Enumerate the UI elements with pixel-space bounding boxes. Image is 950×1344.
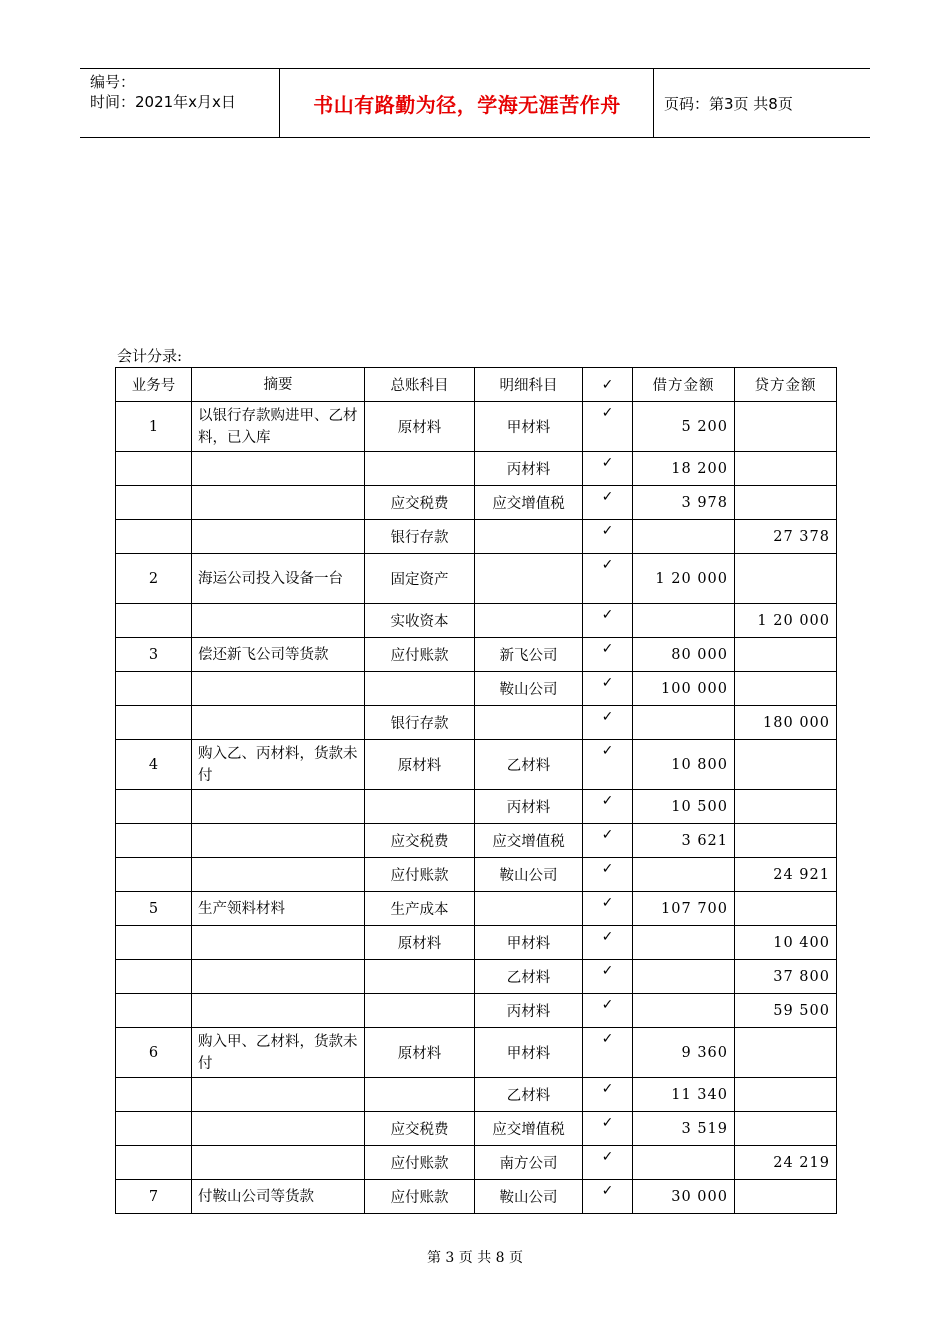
cell-summary (192, 520, 365, 554)
cell-summary: 以银行存款购进甲、乙材料，已入库 (192, 402, 365, 452)
table-row (116, 1112, 837, 1146)
cell-detail-account: 应交增值税 (475, 1112, 583, 1146)
cell-check-mark: ✓ (583, 1112, 633, 1146)
cell-detail-account: 甲材料 (475, 926, 583, 960)
cell-check-mark: ✓ (583, 1180, 633, 1214)
cell-credit-amount: 27 378 (735, 520, 837, 554)
cell-debit-amount (633, 994, 735, 1028)
table-header-row (116, 368, 837, 402)
cell-general-account: 应付账款 (365, 858, 475, 892)
cell-summary (192, 1146, 365, 1180)
table-row (116, 554, 837, 604)
table-row (116, 960, 837, 994)
cell-general-account (365, 790, 475, 824)
cell-detail-account: 甲材料 (475, 402, 583, 452)
cell-general-account: 原材料 (365, 402, 475, 452)
cell-check-mark: ✓ (583, 706, 633, 740)
cell-summary (192, 994, 365, 1028)
cell-credit-amount: 37 800 (735, 960, 837, 994)
cell-detail-account (475, 604, 583, 638)
cell-business-no (116, 520, 192, 554)
cell-business-no: 7 (116, 1180, 192, 1214)
cell-summary (192, 672, 365, 706)
cell-detail-account: 应交增值税 (475, 486, 583, 520)
cell-general-account: 应付账款 (365, 1146, 475, 1180)
page-footer: 第 3 页 共 8 页 (426, 1250, 524, 1266)
cell-debit-amount: 10 500 (633, 790, 735, 824)
cell-summary: 海运公司投入设备一台 (192, 554, 365, 604)
cell-general-account (365, 1078, 475, 1112)
cell-business-no (116, 1112, 192, 1146)
cell-debit-amount: 11 340 (633, 1078, 735, 1112)
cell-check-mark: ✓ (583, 892, 633, 926)
cell-detail-account: 南方公司 (475, 1146, 583, 1180)
table-row (116, 858, 837, 892)
cell-business-no (116, 452, 192, 486)
cell-check-mark: ✓ (583, 672, 633, 706)
cell-debit-amount: 18 200 (633, 452, 735, 486)
cell-summary: 购入甲、乙材料，货款未付 (192, 1028, 365, 1078)
cell-credit-amount (735, 790, 837, 824)
table-row (116, 452, 837, 486)
cell-business-no (116, 486, 192, 520)
cell-business-no (116, 790, 192, 824)
cell-detail-account (475, 892, 583, 926)
cell-general-account (365, 452, 475, 486)
cell-detail-account (475, 554, 583, 604)
cell-credit-amount (735, 892, 837, 926)
cell-check-mark: ✓ (583, 1078, 633, 1112)
header-motto: 书山有路勤为径，学海无涯苦作舟 (281, 69, 654, 137)
cell-general-account: 生产成本 (365, 892, 475, 926)
cell-general-account: 原材料 (365, 1028, 475, 1078)
table-row (116, 604, 837, 638)
cell-general-account: 应交税费 (365, 486, 475, 520)
cell-check-mark: ✓ (583, 1028, 633, 1078)
cell-debit-amount: 1 20 000 (633, 554, 735, 604)
table-row (116, 892, 837, 926)
cell-check-mark: ✓ (583, 604, 633, 638)
table-row (116, 994, 837, 1028)
column-header-general-account: 总账科目 (365, 368, 475, 402)
cell-business-no (116, 960, 192, 994)
cell-summary (192, 1112, 365, 1146)
journal-entries-table (115, 367, 837, 1214)
cell-general-account (365, 672, 475, 706)
cell-detail-account: 丙材料 (475, 994, 583, 1028)
cell-check-mark: ✓ (583, 790, 633, 824)
cell-debit-amount (633, 604, 735, 638)
cell-business-no: 6 (116, 1028, 192, 1078)
cell-credit-amount (735, 402, 837, 452)
cell-credit-amount (735, 824, 837, 858)
cell-summary (192, 960, 365, 994)
cell-debit-amount: 3 519 (633, 1112, 735, 1146)
cell-detail-account: 鞍山公司 (475, 858, 583, 892)
table-body (116, 402, 837, 1214)
cell-detail-account (475, 520, 583, 554)
cell-summary (192, 926, 365, 960)
cell-summary: 付鞍山公司等货款 (192, 1180, 365, 1214)
table-row (116, 638, 837, 672)
column-header-debit: 借方金额 (633, 368, 735, 402)
cell-general-account: 应交税费 (365, 1112, 475, 1146)
table-row (116, 1078, 837, 1112)
table-row (116, 520, 837, 554)
cell-business-no (116, 994, 192, 1028)
cell-credit-amount: 1 20 000 (735, 604, 837, 638)
cell-credit-amount (735, 486, 837, 520)
cell-summary (192, 858, 365, 892)
cell-general-account: 银行存款 (365, 706, 475, 740)
cell-credit-amount (735, 1180, 837, 1214)
document-date-label: 时间：2021年x月x日 (90, 93, 236, 111)
cell-business-no (116, 672, 192, 706)
cell-business-no: 2 (116, 554, 192, 604)
cell-credit-amount (735, 1028, 837, 1078)
cell-general-account: 银行存款 (365, 520, 475, 554)
cell-summary (192, 824, 365, 858)
cell-detail-account: 丙材料 (475, 790, 583, 824)
cell-check-mark: ✓ (583, 520, 633, 554)
cell-detail-account: 鞍山公司 (475, 1180, 583, 1214)
cell-check-mark: ✓ (583, 740, 633, 790)
cell-debit-amount: 30 000 (633, 1180, 735, 1214)
cell-business-no (116, 926, 192, 960)
cell-debit-amount: 3 621 (633, 824, 735, 858)
cell-check-mark: ✓ (583, 638, 633, 672)
cell-business-no (116, 1078, 192, 1112)
cell-summary (192, 706, 365, 740)
cell-general-account (365, 994, 475, 1028)
cell-general-account: 固定资产 (365, 554, 475, 604)
table-row (116, 824, 837, 858)
cell-debit-amount (633, 960, 735, 994)
cell-summary (192, 790, 365, 824)
cell-general-account: 应付账款 (365, 638, 475, 672)
cell-business-no: 5 (116, 892, 192, 926)
cell-credit-amount (735, 554, 837, 604)
cell-credit-amount (735, 740, 837, 790)
cell-summary (192, 486, 365, 520)
cell-check-mark: ✓ (583, 960, 633, 994)
table-row (116, 926, 837, 960)
cell-debit-amount: 10 800 (633, 740, 735, 790)
cell-credit-amount (735, 1112, 837, 1146)
table-row (116, 706, 837, 740)
column-header-credit: 贷方金额 (735, 368, 837, 402)
cell-credit-amount: 24 921 (735, 858, 837, 892)
cell-general-account: 应付账款 (365, 1180, 475, 1214)
table-row (116, 790, 837, 824)
cell-check-mark: ✓ (583, 1146, 633, 1180)
cell-detail-account: 丙材料 (475, 452, 583, 486)
cell-credit-amount (735, 672, 837, 706)
page-header (80, 68, 870, 138)
cell-general-account: 应交税费 (365, 824, 475, 858)
cell-business-no (116, 706, 192, 740)
cell-summary: 偿还新飞公司等货款 (192, 638, 365, 672)
column-header-summary: 摘要 (192, 368, 365, 402)
cell-detail-account: 乙材料 (475, 960, 583, 994)
cell-summary (192, 1078, 365, 1112)
column-header-detail-account: 明细科目 (475, 368, 583, 402)
table-row (116, 402, 837, 452)
cell-detail-account: 乙材料 (475, 740, 583, 790)
table-row (116, 672, 837, 706)
cell-credit-amount: 180 000 (735, 706, 837, 740)
table-row (116, 486, 837, 520)
cell-credit-amount (735, 452, 837, 486)
cell-debit-amount (633, 926, 735, 960)
cell-credit-amount (735, 1078, 837, 1112)
header-meta (80, 69, 280, 137)
cell-detail-account: 应交增值税 (475, 824, 583, 858)
cell-debit-amount: 3 978 (633, 486, 735, 520)
cell-credit-amount (735, 638, 837, 672)
cell-check-mark: ✓ (583, 402, 633, 452)
cell-business-no (116, 824, 192, 858)
cell-summary (192, 452, 365, 486)
cell-business-no: 3 (116, 638, 192, 672)
section-caption: 会计分录: (117, 347, 183, 365)
cell-summary: 购入乙、丙材料，货款未付 (192, 740, 365, 790)
cell-summary: 生产领料材料 (192, 892, 365, 926)
cell-detail-account (475, 706, 583, 740)
cell-business-no (116, 604, 192, 638)
cell-business-no (116, 858, 192, 892)
table-row (116, 740, 837, 790)
cell-business-no (116, 1146, 192, 1180)
cell-debit-amount: 9 360 (633, 1028, 735, 1078)
cell-credit-amount: 59 500 (735, 994, 837, 1028)
document-number-label: 编号： (90, 73, 136, 91)
cell-business-no: 1 (116, 402, 192, 452)
column-header-business-no: 业务号 (116, 368, 192, 402)
cell-credit-amount: 10 400 (735, 926, 837, 960)
cell-check-mark: ✓ (583, 452, 633, 486)
cell-detail-account: 鞍山公司 (475, 672, 583, 706)
cell-detail-account: 乙材料 (475, 1078, 583, 1112)
table-row (116, 1028, 837, 1078)
header-page-number: 页码：第3页 共8页 (664, 94, 793, 113)
table-row (116, 1180, 837, 1214)
cell-detail-account: 新飞公司 (475, 638, 583, 672)
cell-general-account (365, 960, 475, 994)
cell-debit-amount: 100 000 (633, 672, 735, 706)
cell-debit-amount: 80 000 (633, 638, 735, 672)
cell-summary (192, 604, 365, 638)
cell-general-account: 原材料 (365, 740, 475, 790)
cell-detail-account: 甲材料 (475, 1028, 583, 1078)
cell-check-mark: ✓ (583, 858, 633, 892)
cell-debit-amount (633, 520, 735, 554)
cell-debit-amount (633, 706, 735, 740)
cell-check-mark: ✓ (583, 486, 633, 520)
cell-debit-amount: 107 700 (633, 892, 735, 926)
cell-general-account: 实收资本 (365, 604, 475, 638)
column-header-check: ✓ (583, 368, 633, 402)
cell-check-mark: ✓ (583, 994, 633, 1028)
cell-debit-amount (633, 858, 735, 892)
cell-business-no: 4 (116, 740, 192, 790)
cell-debit-amount: 5 200 (633, 402, 735, 452)
table-row (116, 1146, 837, 1180)
cell-credit-amount: 24 219 (735, 1146, 837, 1180)
cell-check-mark: ✓ (583, 824, 633, 858)
cell-debit-amount (633, 1146, 735, 1180)
cell-general-account: 原材料 (365, 926, 475, 960)
cell-check-mark: ✓ (583, 554, 633, 604)
cell-check-mark: ✓ (583, 926, 633, 960)
